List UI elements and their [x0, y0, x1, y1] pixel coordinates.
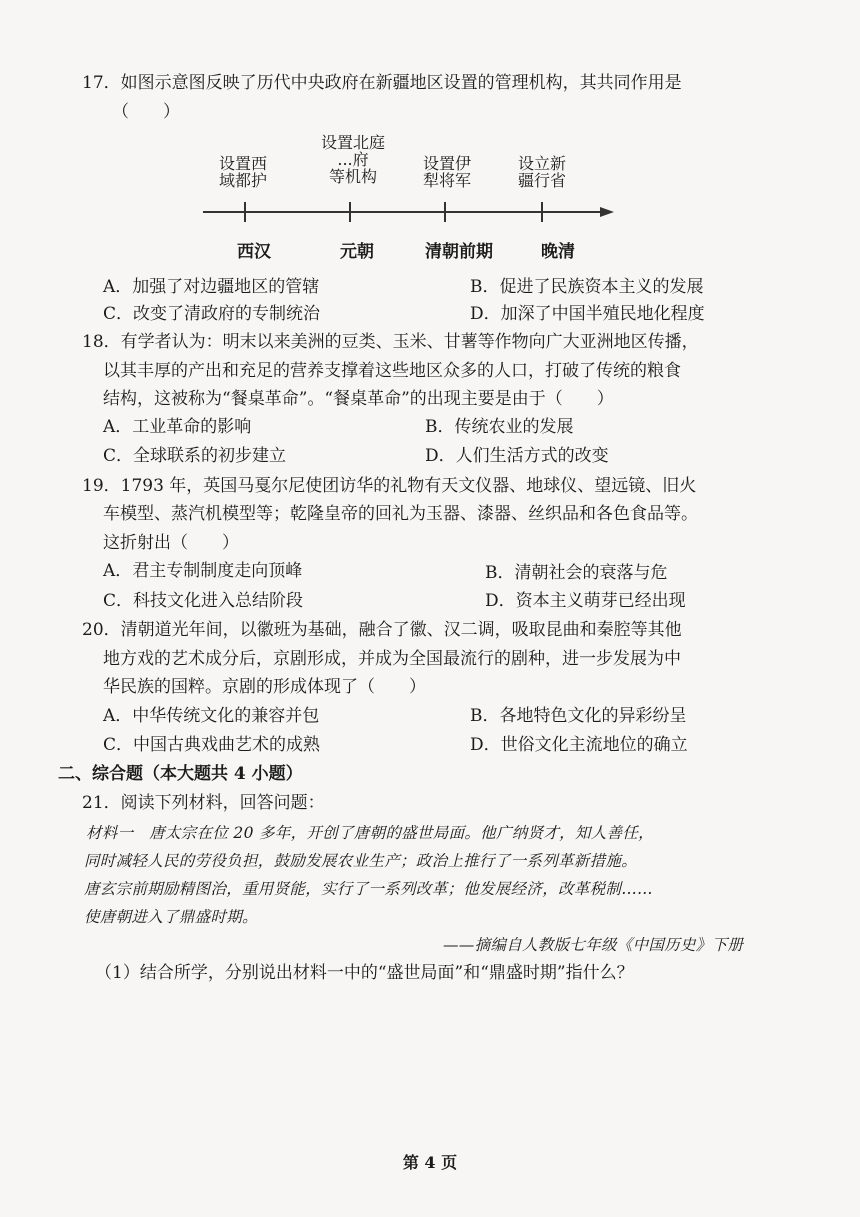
- q19-stem-line1: 19．1793 年，英国马戛尔尼使团访华的礼物有天文仪器、地球仪、望远镜、旧火: [82, 476, 697, 496]
- q20-option-b[interactable]: B．各地特色文化的异彩纷呈: [470, 706, 687, 726]
- timeline-event-3-label: 设置伊 犁将军: [422, 154, 471, 190]
- q19-option-c[interactable]: C．科技文化进入总结阶段: [103, 591, 304, 611]
- q21-source: ——摘编自人教版七年级《中国历史》下册: [443, 936, 744, 954]
- q18-option-d[interactable]: D．人们生活方式的改变: [425, 446, 609, 466]
- q20-option-d[interactable]: D．世俗文化主流地位的确立: [470, 735, 688, 755]
- timeline-event-2-label: 设置北庭 ...府 等机构: [320, 133, 385, 186]
- timeline-era-3: 清朝前期: [425, 242, 493, 262]
- q17-option-a[interactable]: A．加强了对边疆地区的管辖: [103, 277, 320, 297]
- page-number: 第 4 页: [402, 1153, 458, 1172]
- q20-option-a[interactable]: A．中华传统文化的兼容并包: [103, 706, 320, 726]
- timeline-era-2: 元朝: [340, 242, 374, 262]
- section-2-title: 二、综合题（本大题共 4 小题）: [58, 764, 303, 784]
- timeline-event-4-label: 设立新 疆行省: [517, 154, 566, 190]
- q17-option-c[interactable]: C．改变了清政府的专制统治: [103, 304, 321, 324]
- q18-stem-line3: 结构，这被称为“餐桌革命”。“餐桌革命”的出现主要是由于（ ）: [103, 389, 614, 409]
- timeline-arrowhead: [600, 207, 614, 217]
- q18-option-c[interactable]: C．全球联系的初步建立: [103, 446, 287, 466]
- q21-material-line2: 同时减轻人民的劳役负担，鼓励发展农业生产；政治上推行了一系列革新措施。: [84, 852, 638, 870]
- q21-material-line1: 材料一 唐太宗在位 20 多年，开创了唐朝的盛世局面。他广纳贤才，知人善任，: [86, 824, 654, 842]
- q19-option-a[interactable]: A．君主专制制度走向顶峰: [103, 561, 303, 581]
- q20-stem-line2: 地方戏的艺术成分后，京剧形成，并成为全国最流行的剧种，进一步发展为中: [103, 649, 681, 669]
- q20-stem-line3: 华民族的国粹。京剧的形成体现了（ ）: [103, 677, 426, 697]
- timeline-era-1: 西汉: [237, 242, 271, 262]
- q20-option-c[interactable]: C．中国古典戏曲艺术的成熟: [103, 735, 321, 755]
- q21-stem: 21．阅读下列材料，回答问题：: [82, 793, 325, 813]
- timeline-axis: [0, 195, 860, 235]
- q21-material-line4: 使唐朝进入了鼎盛时期。: [84, 908, 258, 926]
- timeline-event-1-label: 设置西 域都护: [218, 154, 267, 190]
- q18-stem-line2: 以其丰厚的产出和充足的营养支撑着这些地区众多的人口，打破了传统的粮食: [103, 361, 681, 381]
- q18-option-b[interactable]: B．传统农业的发展: [425, 417, 574, 437]
- q19-option-b[interactable]: B．清朝社会的衰落与危: [485, 563, 668, 583]
- q17-stem-line2: （ ）: [112, 102, 180, 122]
- q20-stem-line1: 20．清朝道光年间，以徽班为基础，融合了徽、汉二调，吸取昆曲和秦腔等其他: [82, 620, 682, 640]
- q17-option-d[interactable]: D．加深了中国半殖民地化程度: [470, 304, 705, 324]
- q18-stem-line1: 18．有学者认为：明末以来美洲的豆类、玉米、甘薯等作物向广大亚洲地区传播，: [82, 332, 699, 352]
- q19-stem-line2: 车模型、蒸汽机模型等；乾隆皇帝的回礼为玉器、漆器、丝织品和各色食品等。: [103, 504, 698, 524]
- q19-option-d[interactable]: D．资本主义萌芽已经出现: [485, 591, 686, 611]
- timeline-era-4: 晚清: [541, 242, 575, 262]
- q18-option-a[interactable]: A．工业革命的影响: [103, 417, 252, 437]
- q17-stem-line1: 17．如图示意图反映了历代中央政府在新疆地区设置的管理机构，其共同作用是: [82, 73, 682, 93]
- q21-material-line3: 唐玄宗前期励精图治，重用贤能，实行了一系列改革；他发展经济，改革税制……: [84, 880, 653, 898]
- q21-sub-question-1: （1）结合所学，分别说出材料一中的“盛世局面”和“鼎盛时期”指什么？: [95, 963, 634, 983]
- q17-option-b[interactable]: B．促进了民族资本主义的发展: [470, 277, 704, 297]
- q19-stem-line3: 这折射出（ ）: [103, 533, 239, 553]
